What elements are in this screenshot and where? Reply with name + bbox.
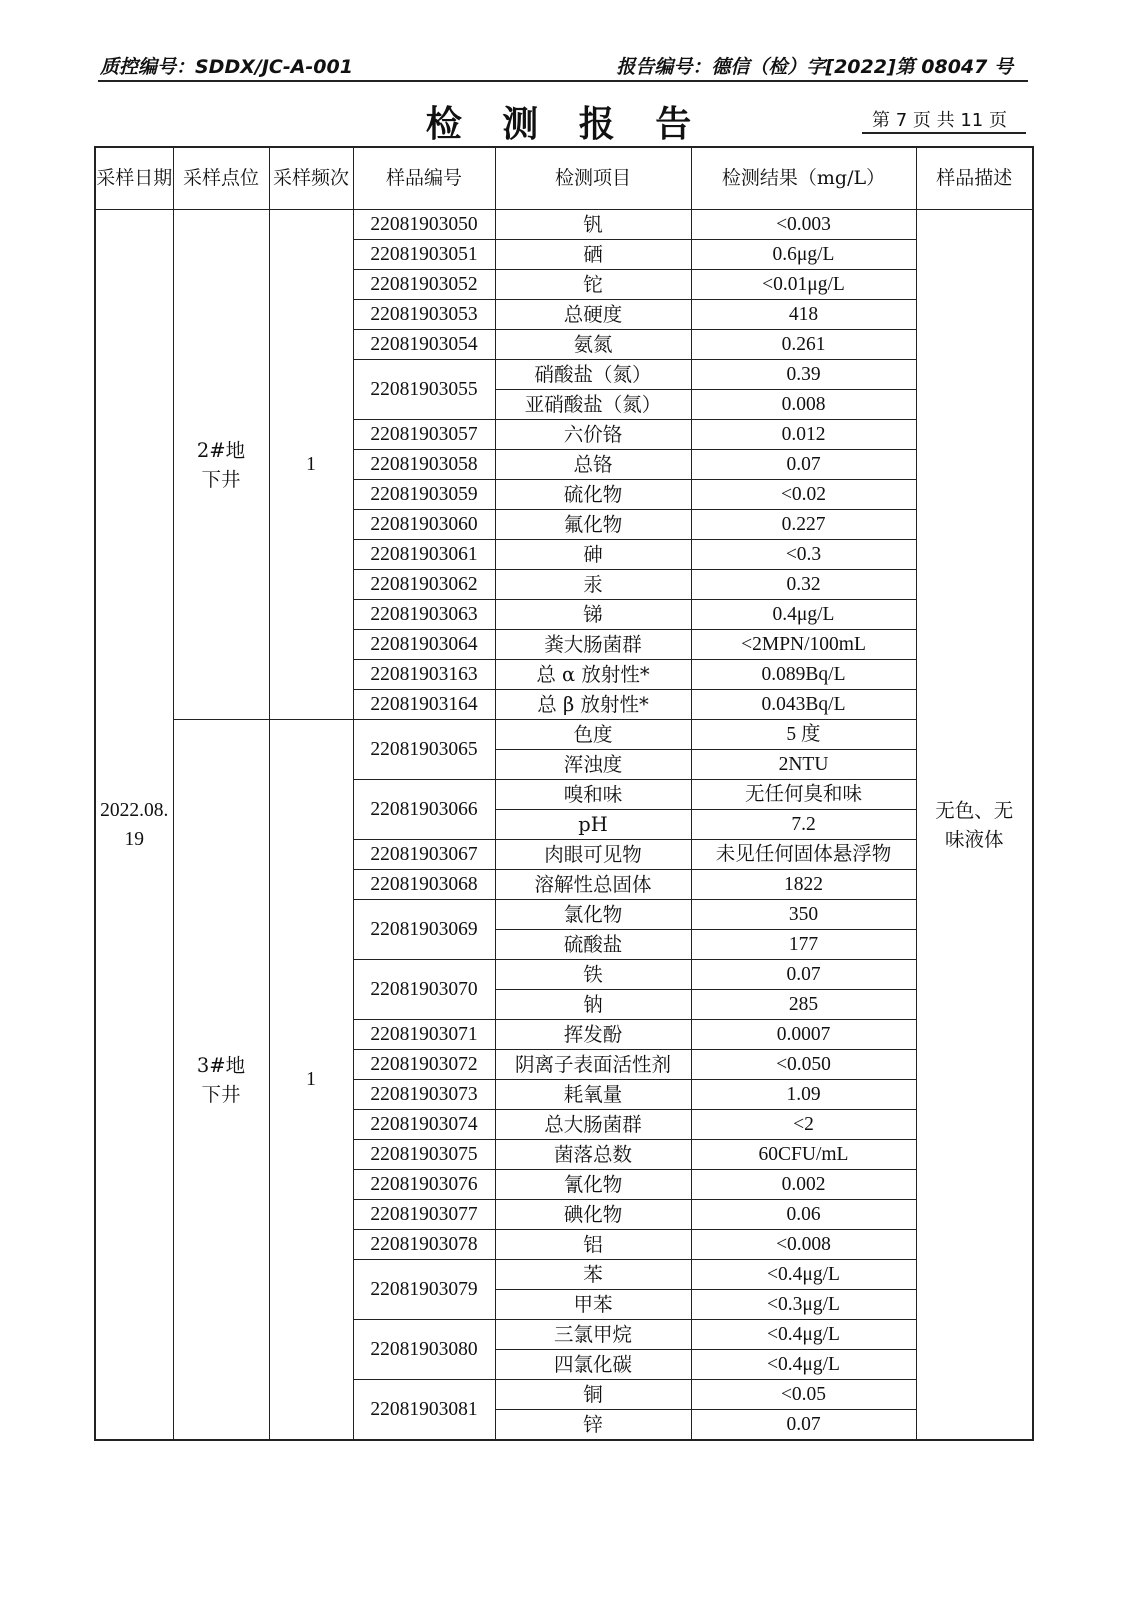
- sample-id: 22081903068: [353, 870, 495, 900]
- test-item: 浑浊度: [495, 750, 691, 780]
- test-result: 285: [691, 990, 916, 1020]
- sample-id: 22081903053: [353, 300, 495, 330]
- test-item: 铜: [495, 1380, 691, 1410]
- sampling-date: 2022.08.19: [95, 210, 173, 1441]
- sample-id: 22081903078: [353, 1230, 495, 1260]
- test-result: 418: [691, 300, 916, 330]
- results-table: [94, 146, 1034, 1441]
- test-result: 0.06: [691, 1200, 916, 1230]
- test-result: <0.02: [691, 480, 916, 510]
- report-number: 报告编号：德信（检）字[2022]第 08047 号: [616, 56, 1013, 78]
- test-item: 苯: [495, 1260, 691, 1290]
- sample-id: 22081903059: [353, 480, 495, 510]
- page-info-underline: [862, 132, 1026, 134]
- test-result: 无任何臭和味: [691, 780, 916, 810]
- test-item: 碘化物: [495, 1200, 691, 1230]
- test-item: 四氯化碳: [495, 1350, 691, 1380]
- test-item: 三氯甲烷: [495, 1320, 691, 1350]
- results-body: [95, 210, 1033, 1441]
- sample-id: 22081903080: [353, 1320, 495, 1380]
- test-result: 177: [691, 930, 916, 960]
- test-item: 肉眼可见物: [495, 840, 691, 870]
- test-item: 汞: [495, 570, 691, 600]
- sample-id: 22081903070: [353, 960, 495, 1020]
- sample-description: 无色、无味液体: [916, 210, 1033, 1441]
- test-result: 0.008: [691, 390, 916, 420]
- test-result: 0.07: [691, 960, 916, 990]
- sample-id: 22081903054: [353, 330, 495, 360]
- sampling-location: 2#地下井: [173, 210, 269, 720]
- header-sampling-location: 采样点位: [173, 147, 269, 210]
- test-item: 硒: [495, 240, 691, 270]
- test-item: 甲苯: [495, 1290, 691, 1320]
- test-item: 总 α 放射性*: [495, 660, 691, 690]
- test-result: 0.012: [691, 420, 916, 450]
- header-sample-id: 样品编号: [353, 147, 495, 210]
- test-result: 0.07: [691, 1410, 916, 1441]
- test-item: 粪大肠菌群: [495, 630, 691, 660]
- test-result: 0.227: [691, 510, 916, 540]
- sample-id: 22081903081: [353, 1380, 495, 1441]
- sampling-location: 3#地下井: [173, 720, 269, 1441]
- test-result: 未见任何固体悬浮物: [691, 840, 916, 870]
- sample-id: 22081903071: [353, 1020, 495, 1050]
- test-item: 六价铬: [495, 420, 691, 450]
- sample-id: 22081903075: [353, 1140, 495, 1170]
- sample-id: 22081903057: [353, 420, 495, 450]
- test-result: 1.09: [691, 1080, 916, 1110]
- test-result: 0.261: [691, 330, 916, 360]
- test-result: <0.05: [691, 1380, 916, 1410]
- test-result: <0.008: [691, 1230, 916, 1260]
- header-test-item: 检测项目: [495, 147, 691, 210]
- sample-id: 22081903050: [353, 210, 495, 240]
- test-item: 菌落总数: [495, 1140, 691, 1170]
- sample-id: 22081903055: [353, 360, 495, 420]
- sample-id: 22081903062: [353, 570, 495, 600]
- qc-number: 质控编号：SDDX/JC-A-001: [100, 56, 353, 78]
- test-result: <0.3μg/L: [691, 1290, 916, 1320]
- test-item: 铊: [495, 270, 691, 300]
- header-test-result: 检测结果（mg/L）: [691, 147, 916, 210]
- test-result: <2MPN/100mL: [691, 630, 916, 660]
- table-row: [95, 720, 1033, 750]
- test-result: 0.32: [691, 570, 916, 600]
- sample-id: 22081903164: [353, 690, 495, 720]
- test-result: 7.2: [691, 810, 916, 840]
- sample-id: 22081903063: [353, 600, 495, 630]
- test-item: 钒: [495, 210, 691, 240]
- test-result: <0.4μg/L: [691, 1260, 916, 1290]
- test-result: 0.4μg/L: [691, 600, 916, 630]
- test-item: 硝酸盐（氮）: [495, 360, 691, 390]
- test-item: 总 β 放射性*: [495, 690, 691, 720]
- test-item: 砷: [495, 540, 691, 570]
- test-result: 60CFU/mL: [691, 1140, 916, 1170]
- test-result: 0.089Bq/L: [691, 660, 916, 690]
- sample-id: 22081903072: [353, 1050, 495, 1080]
- table-row: [95, 210, 1033, 240]
- test-result: <2: [691, 1110, 916, 1140]
- test-item: pH: [495, 810, 691, 840]
- sample-id: 22081903060: [353, 510, 495, 540]
- sample-id: 22081903058: [353, 450, 495, 480]
- test-result: <0.050: [691, 1050, 916, 1080]
- sample-id: 22081903052: [353, 270, 495, 300]
- test-result: 0.07: [691, 450, 916, 480]
- sample-id: 22081903073: [353, 1080, 495, 1110]
- test-result: 0.39: [691, 360, 916, 390]
- sample-id: 22081903065: [353, 720, 495, 780]
- sampling-frequency: 1: [269, 720, 353, 1441]
- sample-id: 22081903064: [353, 630, 495, 660]
- test-result: 5 度: [691, 720, 916, 750]
- sample-id: 22081903077: [353, 1200, 495, 1230]
- header-divider: [98, 80, 1028, 82]
- header-sample-description: 样品描述: [916, 147, 1033, 210]
- sample-id: 22081903076: [353, 1170, 495, 1200]
- test-result: 0.043Bq/L: [691, 690, 916, 720]
- sample-id: 22081903051: [353, 240, 495, 270]
- test-item: 总硬度: [495, 300, 691, 330]
- sample-id: 22081903074: [353, 1110, 495, 1140]
- sample-id: 22081903163: [353, 660, 495, 690]
- test-result: <0.01μg/L: [691, 270, 916, 300]
- sample-id: 22081903067: [353, 840, 495, 870]
- test-item: 总铬: [495, 450, 691, 480]
- test-item: 挥发酚: [495, 1020, 691, 1050]
- test-result: 0.002: [691, 1170, 916, 1200]
- header-sampling-frequency: 采样频次: [269, 147, 353, 210]
- test-item: 硫酸盐: [495, 930, 691, 960]
- test-item: 氨氮: [495, 330, 691, 360]
- test-item: 总大肠菌群: [495, 1110, 691, 1140]
- header-sampling-date: 采样日期: [95, 147, 173, 210]
- sampling-frequency: 1: [269, 210, 353, 720]
- test-item: 色度: [495, 720, 691, 750]
- test-item: 锌: [495, 1410, 691, 1441]
- sample-id: 22081903069: [353, 900, 495, 960]
- page-info: 第 7 页 共 11 页: [872, 110, 1007, 131]
- test-item: 阴离子表面活性剂: [495, 1050, 691, 1080]
- test-item: 溶解性总固体: [495, 870, 691, 900]
- header-row: [95, 147, 1033, 210]
- test-item: 氰化物: [495, 1170, 691, 1200]
- test-item: 耗氧量: [495, 1080, 691, 1110]
- test-item: 嗅和味: [495, 780, 691, 810]
- test-result: 0.6μg/L: [691, 240, 916, 270]
- test-result: <0.003: [691, 210, 916, 240]
- test-item: 锑: [495, 600, 691, 630]
- test-item: 铁: [495, 960, 691, 990]
- sample-id: 22081903061: [353, 540, 495, 570]
- test-item: 钠: [495, 990, 691, 1020]
- test-item: 氟化物: [495, 510, 691, 540]
- test-item: 氯化物: [495, 900, 691, 930]
- sample-id: 22081903066: [353, 780, 495, 840]
- sample-id: 22081903079: [353, 1260, 495, 1320]
- report-title: 检 测 报 告: [425, 103, 706, 145]
- test-item: 硫化物: [495, 480, 691, 510]
- test-result: 1822: [691, 870, 916, 900]
- test-result: <0.4μg/L: [691, 1320, 916, 1350]
- test-result: 2NTU: [691, 750, 916, 780]
- test-item: 亚硝酸盐（氮）: [495, 390, 691, 420]
- test-result: 0.0007: [691, 1020, 916, 1050]
- test-result: 350: [691, 900, 916, 930]
- test-result: <0.4μg/L: [691, 1350, 916, 1380]
- test-result: <0.3: [691, 540, 916, 570]
- test-item: 铝: [495, 1230, 691, 1260]
